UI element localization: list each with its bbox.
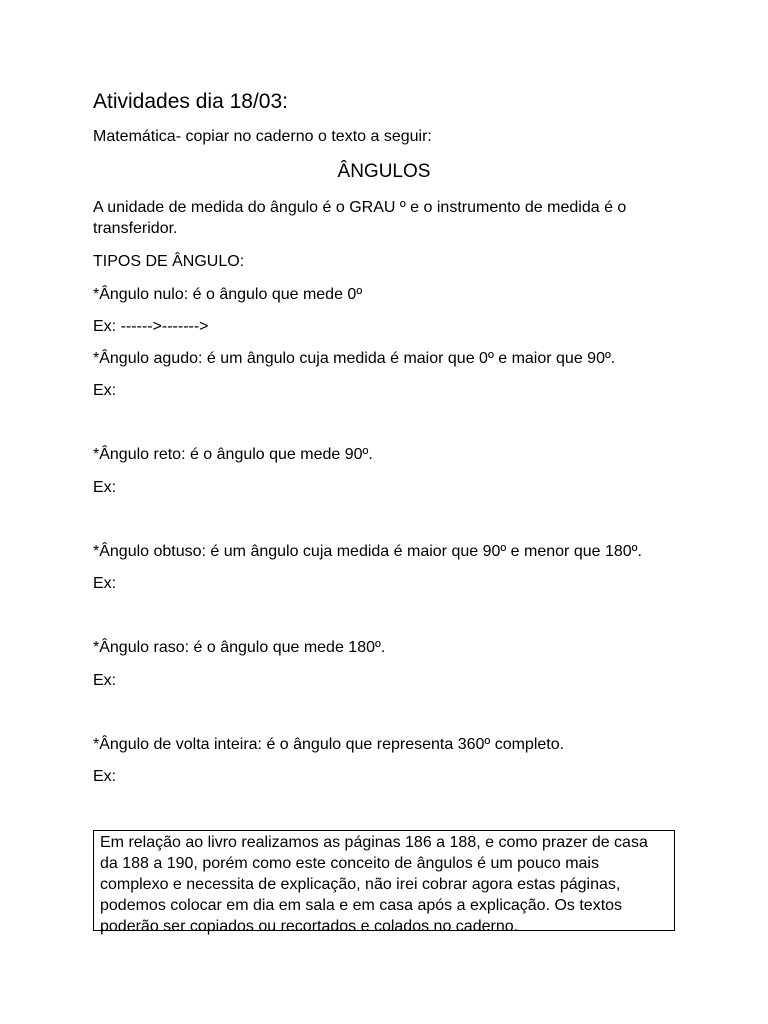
angle-definition-nulo: *Ângulo nulo: é o ângulo que mede 0º (93, 286, 363, 303)
angle-example-raso: Ex: (93, 672, 117, 689)
document-title: Atividades dia 18/03: (93, 90, 288, 113)
angle-definition-reto: *Ângulo reto: é o ângulo que mede 90º. (93, 446, 373, 463)
note-box (93, 830, 675, 935)
angle-example-agudo: Ex: (93, 382, 117, 399)
note-text: Em relação ao livro realizamos as páginas 186 a 188, e como prazer de casa da 188 a 190, porém como este conceito de ângulos é um pouco mais complexo e necessita de explicação, não irei cobrar agora estas páginas, podemos colocar em dia em sala e em casa após a explicação. Os textos poderão ser copiados ou recortados e colados no caderno. (100, 834, 648, 935)
angle-example-nulo: Ex: ------>-------> (93, 318, 209, 335)
instruction-text: Matemática- copiar no caderno o texto a seguir: (93, 128, 432, 145)
angle-definition-agudo: *Ângulo agudo: é um ângulo cuja medida é maior que 0º e maior que 90º. (93, 350, 616, 367)
section-heading: ÂNGULOS (337, 161, 431, 182)
angle-definition-raso: *Ângulo raso: é o ângulo que mede 180º. (93, 639, 386, 656)
angle-definition-obtuso: *Ângulo obtuso: é um ângulo cuja medida é maior que 90º e menor que 180º. (93, 543, 642, 560)
angle-definition-volta-inteira: *Ângulo de volta inteira: é o ângulo que representa 360º completo. (93, 736, 565, 753)
angle-example-volta-inteira: Ex: (93, 768, 117, 785)
angle-example-obtuso: Ex: (93, 575, 117, 592)
angle-example-reto: Ex: (93, 479, 117, 496)
intro-paragraph: A unidade de medida do ângulo é o GRAU º e o instrumento de medida é o transferidor. (93, 199, 627, 237)
types-heading: TIPOS DE ÂNGULO: (93, 253, 245, 270)
